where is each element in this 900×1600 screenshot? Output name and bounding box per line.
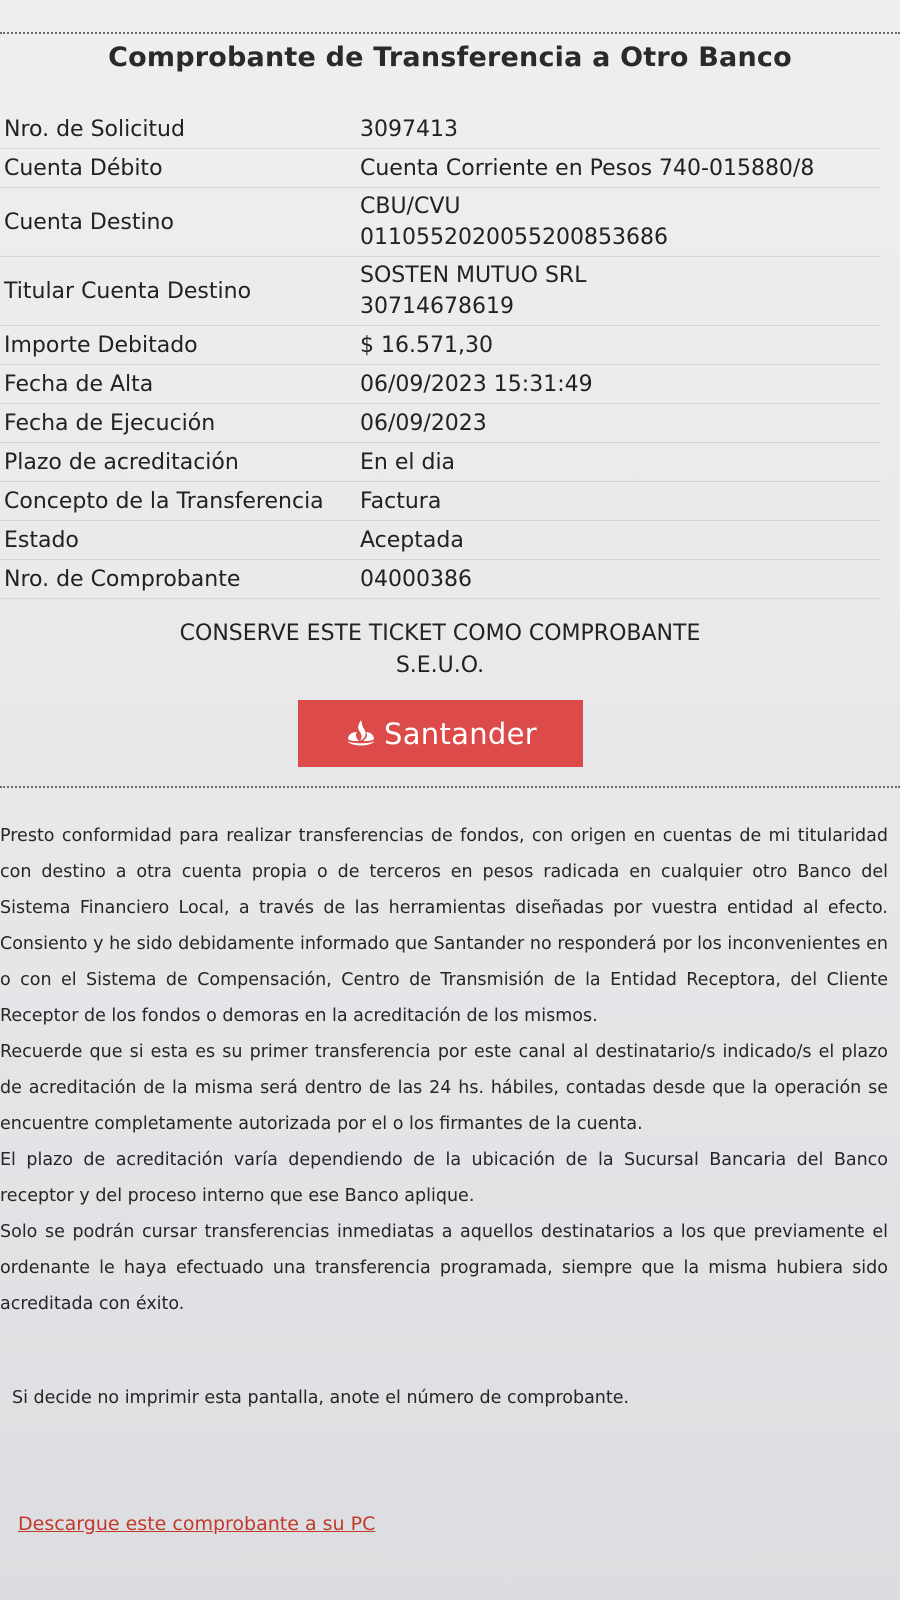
detail-value: Cuenta Corriente en Pesos 740-015880/8: [360, 155, 815, 181]
detail-row-estado: [0, 521, 880, 560]
keep-ticket-notice: [0, 618, 880, 682]
detail-value: Factura: [360, 488, 442, 514]
detail-label: Cuenta Destino: [4, 209, 174, 235]
detail-row-concepto: [0, 482, 880, 521]
detail-row-plazo: [0, 443, 880, 482]
legal-paragraph: Solo se podrán cursar transferencias inmediatas a aquellos destinatarios a los que previamente el ordenante le haya efectuado una transferencia programada, siempre que la misma hubiera sido acreditada con éxito.: [0, 1222, 888, 1314]
detail-value-line2: 30714678619: [360, 294, 514, 319]
detail-row-fecha-alta: [0, 365, 880, 404]
detail-value-line1: SOSTEN MUTUO SRL: [360, 263, 587, 288]
detail-value: 04000386: [360, 566, 472, 592]
legal-terms: [0, 818, 888, 1322]
top-divider: [0, 32, 900, 34]
detail-value-line1: CBU/CVU: [360, 194, 461, 219]
detail-row-cuenta-debito: [0, 149, 880, 188]
logo-text: Santander: [384, 716, 537, 751]
transfer-details-table: [0, 110, 880, 599]
detail-label: Cuenta Débito: [4, 155, 163, 181]
detail-value: 3097413: [360, 116, 458, 142]
detail-row-cuenta-destino: [0, 188, 880, 257]
detail-row-importe: [0, 326, 880, 365]
middle-divider: [0, 786, 900, 788]
legal-paragraph: Presto conformidad para realizar transferencias de fondos, con origen en cuentas de mi titularidad con destino a otra cuenta propia o de terceros en pesos radicada en cualquier otro Banco del Sistema Financiero Local, a través de las herramientas diseñadas por vuestra entidad al efecto. Consiento y he sido debidamente informado que Santander no responderá por los inconvenientes en o con el Sistema de Compensación, Centro de Transmisión de la Entidad Receptora, del Cliente Receptor de los fondos o demoras en la acreditación de los mismos.: [0, 826, 888, 1026]
detail-row-nro-solicitud: [0, 110, 880, 149]
page-title: Comprobante de Transferencia a Otro Banco: [108, 42, 792, 73]
seuo-line: S.E.U.O.: [395, 653, 485, 678]
detail-row-titular-destino: [0, 257, 880, 326]
detail-label: Nro. de Solicitud: [4, 116, 185, 142]
detail-value: $ 16.571,30: [360, 332, 493, 358]
download-receipt-link[interactable]: Descargue este comprobante a su PC: [18, 1513, 376, 1535]
detail-label: Fecha de Alta: [4, 371, 154, 397]
detail-label: Plazo de acreditación: [4, 449, 239, 475]
detail-value: 06/09/2023: [360, 410, 487, 436]
detail-row-nro-comprobante: [0, 560, 880, 599]
santander-logo: [298, 700, 583, 767]
detail-row-fecha-ejecucion: [0, 404, 880, 443]
detail-value: [360, 260, 880, 322]
detail-value: En el dia: [360, 449, 456, 475]
legal-paragraph: El plazo de acreditación varía dependiendo de la ubicación de la Sucursal Bancaria del Banco receptor y del proceso interno que ese Banco aplique.: [0, 1150, 888, 1206]
detail-value: [360, 191, 880, 253]
detail-label: Fecha de Ejecución: [4, 410, 216, 436]
detail-label: Titular Cuenta Destino: [4, 278, 252, 304]
print-note: Si decide no imprimir esta pantalla, anote el número de comprobante.: [12, 1388, 630, 1408]
santander-flame-icon: [344, 717, 378, 751]
detail-value: 06/09/2023 15:31:49: [360, 371, 593, 397]
detail-label: Nro. de Comprobante: [4, 566, 241, 592]
detail-label: Concepto de la Transferencia: [4, 488, 324, 514]
detail-value-line2: 0110552020055200853686: [360, 225, 668, 250]
keep-ticket-line: CONSERVE ESTE TICKET COMO COMPROBANTE: [179, 621, 701, 646]
detail-value: Aceptada: [360, 527, 464, 553]
detail-label: Importe Debitado: [4, 332, 198, 358]
legal-paragraph: Recuerde que si esta es su primer transferencia por este canal al destinatario/s indicado/s el plazo de acreditación de la misma será dentro de las 24 hs. hábiles, contadas desde que la operación se encuentre completamente autorizada por el o los firmantes de la cuenta.: [0, 1042, 888, 1134]
detail-label: Estado: [4, 527, 79, 553]
